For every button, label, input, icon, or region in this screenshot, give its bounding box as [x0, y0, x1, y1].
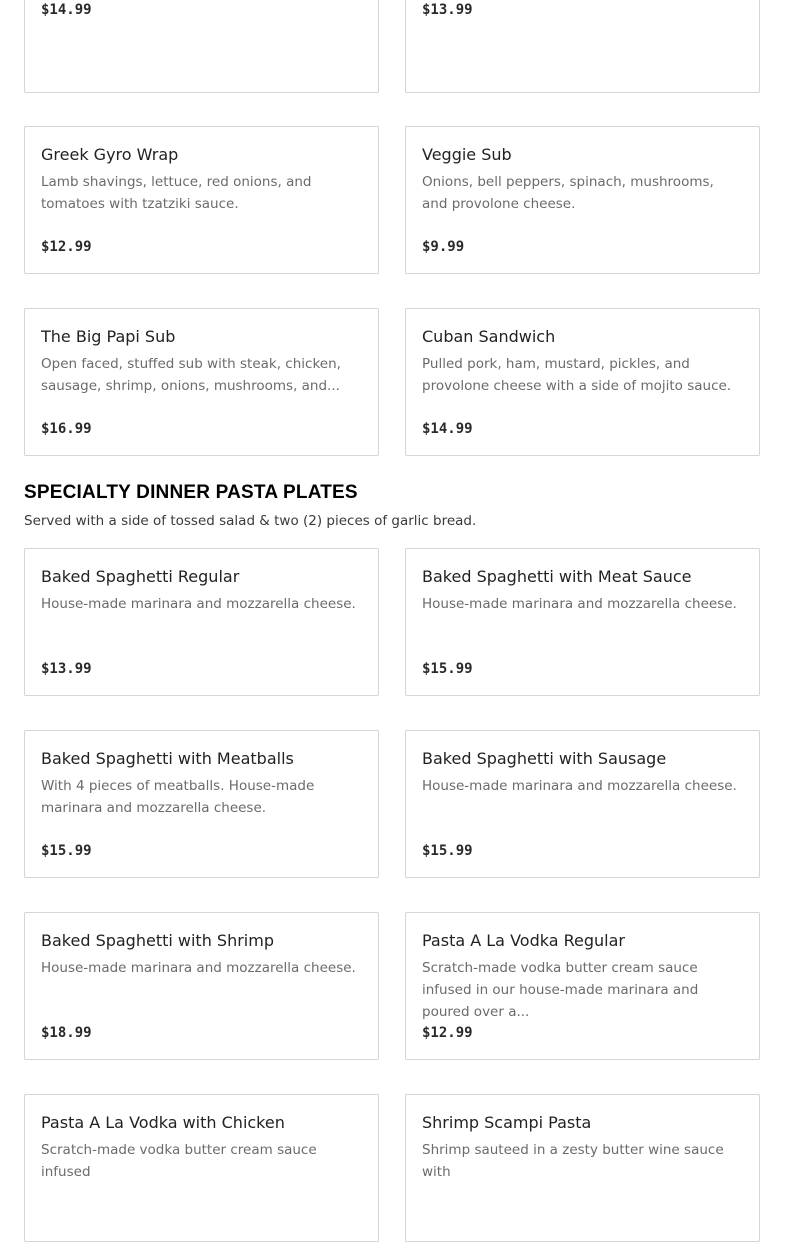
menu-item-description: Onions, bell peppers, spinach, mushrooms, and provolone cheese. [422, 174, 714, 212]
menu-item-title: Baked Spaghetti with Meat Sauce [422, 567, 692, 586]
menu-item-price: $9.99 [422, 239, 465, 255]
menu-item-card[interactable] [405, 730, 760, 878]
menu-item-card[interactable] [24, 730, 379, 878]
menu-item-card[interactable] [405, 912, 760, 1060]
menu-item-price: $13.99 [41, 661, 92, 677]
menu-item-description: House-made marinara and mozzarella cheese. [41, 596, 356, 612]
menu-item-description: House-made marinara and mozzarella cheese. [422, 596, 737, 612]
menu-item-card[interactable] [24, 912, 379, 1060]
menu-item-title: The Big Papi Sub [41, 327, 176, 346]
menu-item-price: $14.99 [41, 2, 92, 18]
menu-item-card[interactable] [405, 0, 760, 93]
section-title: SPECIALTY DINNER PASTA PLATES [24, 482, 358, 503]
menu-item-title: Cuban Sandwich [422, 327, 556, 346]
menu-item-title: Baked Spaghetti Regular [41, 567, 240, 586]
menu-item-description: Pulled pork, ham, mustard, pickles, and provolone cheese with a side of mojito sauce. [422, 356, 732, 394]
menu-item-description: Scratch-made vodka butter cream sauce infused in our house-made marinara and poured over a... [422, 960, 699, 1020]
menu-item-card[interactable] [24, 126, 379, 274]
menu-item-description: Scratch-made vodka butter cream sauce infused [41, 1142, 317, 1180]
menu-item-card[interactable] [24, 1094, 379, 1242]
menu-item-title: Baked Spaghetti with Shrimp [41, 931, 274, 950]
menu-item-description: Shrimp sauteed in a zesty butter wine sauce with [422, 1142, 724, 1180]
menu-item-title: Pasta A La Vodka Regular [422, 931, 625, 950]
menu-item-card[interactable] [24, 548, 379, 696]
menu-item-price: $18.99 [41, 1025, 92, 1041]
menu-item-title: Greek Gyro Wrap [41, 145, 179, 164]
menu-item-description: Open faced, stuffed sub with steak, chicken, sausage, shrimp, onions, mushrooms, and... [41, 356, 341, 394]
section-subtitle: Served with a side of tossed salad & two (2) pieces of garlic bread. [24, 513, 477, 529]
menu-item-description: Lamb shavings, lettuce, red onions, and tomatoes with tzatziki sauce. [41, 174, 312, 212]
menu-item-description: With 4 pieces of meatballs. House-made marinara and mozzarella cheese. [41, 778, 315, 816]
menu-item-card[interactable] [405, 308, 760, 456]
menu-item-price: $15.99 [422, 661, 473, 677]
menu-item-price: $12.99 [41, 239, 92, 255]
menu-item-card[interactable] [405, 548, 760, 696]
menu-item-card[interactable] [24, 308, 379, 456]
menu-item-card[interactable] [405, 1094, 760, 1242]
menu-item-title: Baked Spaghetti with Meatballs [41, 749, 294, 768]
menu-item-description: House-made marinara and mozzarella cheese. [422, 778, 737, 794]
menu-item-price: $13.99 [422, 2, 473, 18]
menu-item-price: $15.99 [41, 843, 92, 859]
menu-item-price: $15.99 [422, 843, 473, 859]
menu-item-card[interactable] [24, 0, 379, 93]
menu-item-title: Baked Spaghetti with Sausage [422, 749, 667, 768]
menu-item-title: Veggie Sub [422, 145, 512, 164]
menu-item-description: House-made marinara and mozzarella cheese. [41, 960, 356, 976]
menu-item-price: $14.99 [422, 421, 473, 437]
menu-item-price: $12.99 [422, 1025, 473, 1041]
menu-item-title: Shrimp Scampi Pasta [422, 1113, 592, 1132]
menu-item-title: Pasta A La Vodka with Chicken [41, 1113, 285, 1132]
menu-item-price: $16.99 [41, 421, 92, 437]
menu-item-card[interactable] [405, 126, 760, 274]
